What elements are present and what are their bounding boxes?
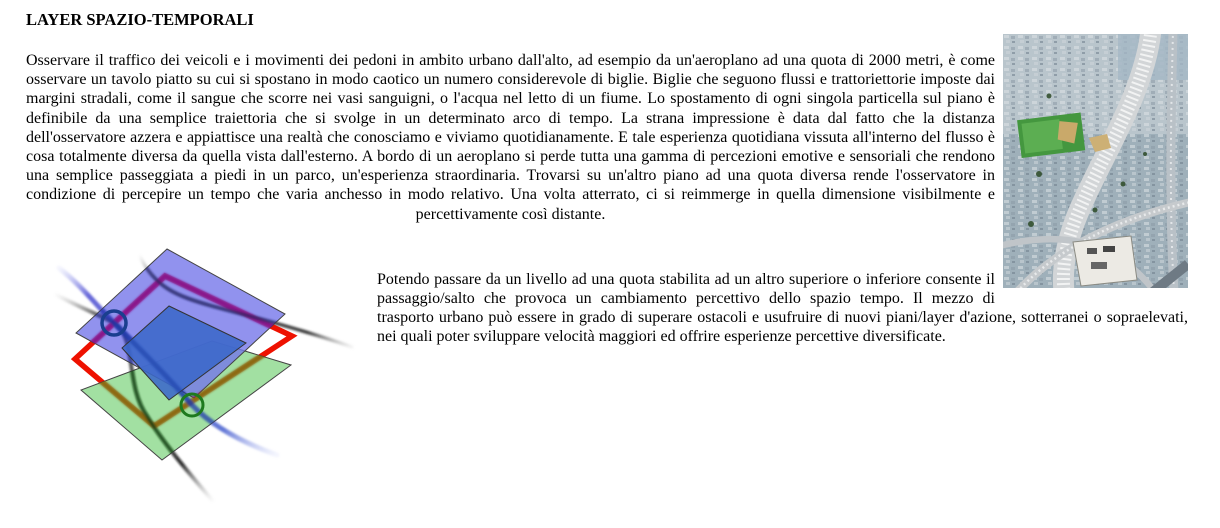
body-paragraph: Potendo passare da un livello ad una quota stabilita ad un altro superiore o inferiore consente il passaggio/salto che provoca un cambiamento percettivo dello spazio tempo. Il mezzo di trasporto urbano può essere in grado di superare ostacoli e usufruire di nuovi piani/layer d'azione, sotterranei o sopraelevati, nei quali poter sviluppare velocità maggiori ed offrire esperienze percettive diversificate. (377, 270, 1188, 346)
intro-paragraph: Osservare il traffico dei veicoli e i movimenti dei pedoni in ambito urbano dall'alto, ad esempio da un'aeroplano ad una quota di 2000 metri, è come osservare un tavolo piatto su cui si spostano in modo caotico un numero considerevole di biglie. Biglie che seguono flussi e trattoriettorie imposte dai margini stradali, come il sangue che scorre nei vasi sanguigni, o l'acqua nel letto di un fiume. Lo spostamento di ogni singola particella sul piano è definibile da una semplice traiettoria che si svolge in un determinato arco di tempo. La strana impressione è data dal fatto che la distanza dell'osservatore azzera e appiattisce una realtà che conosciamo e viviamo quotidianamente. E tale esperienza quotidiana vissuta all'interno del flusso è cosa totalmente diversa da quella vista dall'esterno. A bordo di un aeroplano si perde tutta una gamma di percezioni emotive e sensoriali che rendono una semplice passeggiata a piedi in un parco, un'esperienza straordinaria. Trovarsi su un'altro piano ad una quota diversa rende l'osservatore in condizione di percepire un tempo che varia anchesso in modo relativo. Una volta atterrato, ci si reimmerge in quella dimensione visibilmente e percettivamente così distante. (26, 52, 995, 223)
layers-diagram (26, 224, 377, 509)
layers-diagram-image (26, 224, 377, 509)
aerial-photo (1003, 34, 1188, 288)
sports-fields (1017, 112, 1085, 158)
building-roof (1073, 236, 1137, 286)
aerial-photo-image (1003, 34, 1188, 288)
page-title: LAYER SPAZIO-TEMPORALI (26, 10, 254, 29)
